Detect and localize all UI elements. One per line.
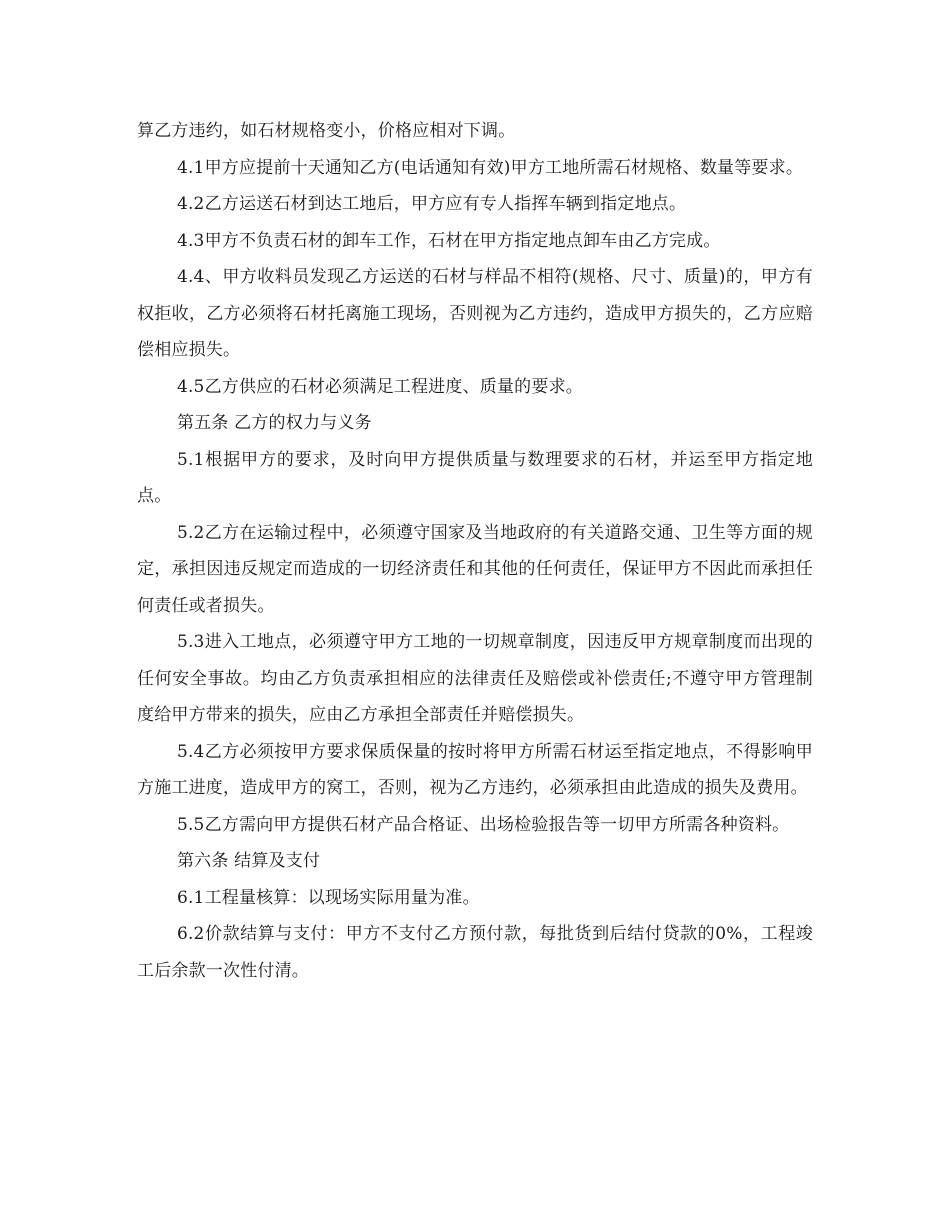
clause-5-1: 5.1根据甲方的要求，及时向甲方提供质量与数理要求的石材，并运至甲方指定地点。 xyxy=(137,449,813,506)
clause-5-4: 5.4乙方必须按甲方要求保质保量的按时将甲方所需石材运至指定地点，不得影响甲方施工进度，造成甲方的窝工，否则，视为乙方违约，必须承担由此造成的损失及费用。 xyxy=(137,741,813,798)
clause-5-5: 5.5乙方需向甲方提供石材产品合格证、出场检验报告等一切甲方所需各种资料。 xyxy=(176,814,790,835)
clause-6-2: 6.2价款结算与支付：甲方不支付乙方预付款，每批货到后结付贷款的0%，工程竣工后余款一次性付清。 xyxy=(137,924,813,981)
paragraph-continuation: 算乙方违约，如石材规格变小，价格应相对下调。 xyxy=(137,121,516,141)
clause-4-2: 4.2乙方运送石材到达工地后，甲方应有专人指挥车辆到指定地点。 xyxy=(176,194,687,214)
clause-6-1: 6.1工程量核算：以现场实际用量为准。 xyxy=(176,887,480,908)
clause-5-3: 5.3进入工地点，必须遵守甲方工地的一切规章制度，因违反甲方规章制度而出现的任何安全事故。均由乙方负责承担相应的法律责任及赔偿或补偿责任;不遵守甲方管理制度给甲方带来的损失，应由乙方承担全部责任并赔偿损失。 xyxy=(137,632,813,725)
article-5-heading: 第五条 乙方的权力与义务 xyxy=(176,413,372,433)
article-6-heading: 第六条 结算及支付 xyxy=(176,851,321,871)
clause-4-4: 4.4、甲方收料员发现乙方运送的石材与样品不相符(规格、尺寸、质量)的，甲方有权拒收，乙方必须将石材托离施工现场，否则视为乙方违约，造成甲方损失的，乙方应赔偿相应损失。 xyxy=(137,267,813,360)
clause-4-1: 4.1甲方应提前十天通知乙方(电话通知有效)甲方工地所需石材规格、数量等要求。 xyxy=(176,157,804,178)
clause-5-2: 5.2乙方在运输过程中，必须遵守国家及当地政府的有关道路交通、卫生等方面的规定，承担因违反规定而造成的一切经济责任和其他的任何责任，保证甲方不因此而承担任何责任或者损失。 xyxy=(137,522,813,616)
clause-4-3: 4.3甲方不负责石材的卸车工作，石材在甲方指定地点卸车由乙方完成。 xyxy=(176,230,721,251)
clause-4-5: 4.5乙方供应的石材必须满足工程进度、质量的要求。 xyxy=(176,376,583,397)
document-body xyxy=(137,113,813,989)
